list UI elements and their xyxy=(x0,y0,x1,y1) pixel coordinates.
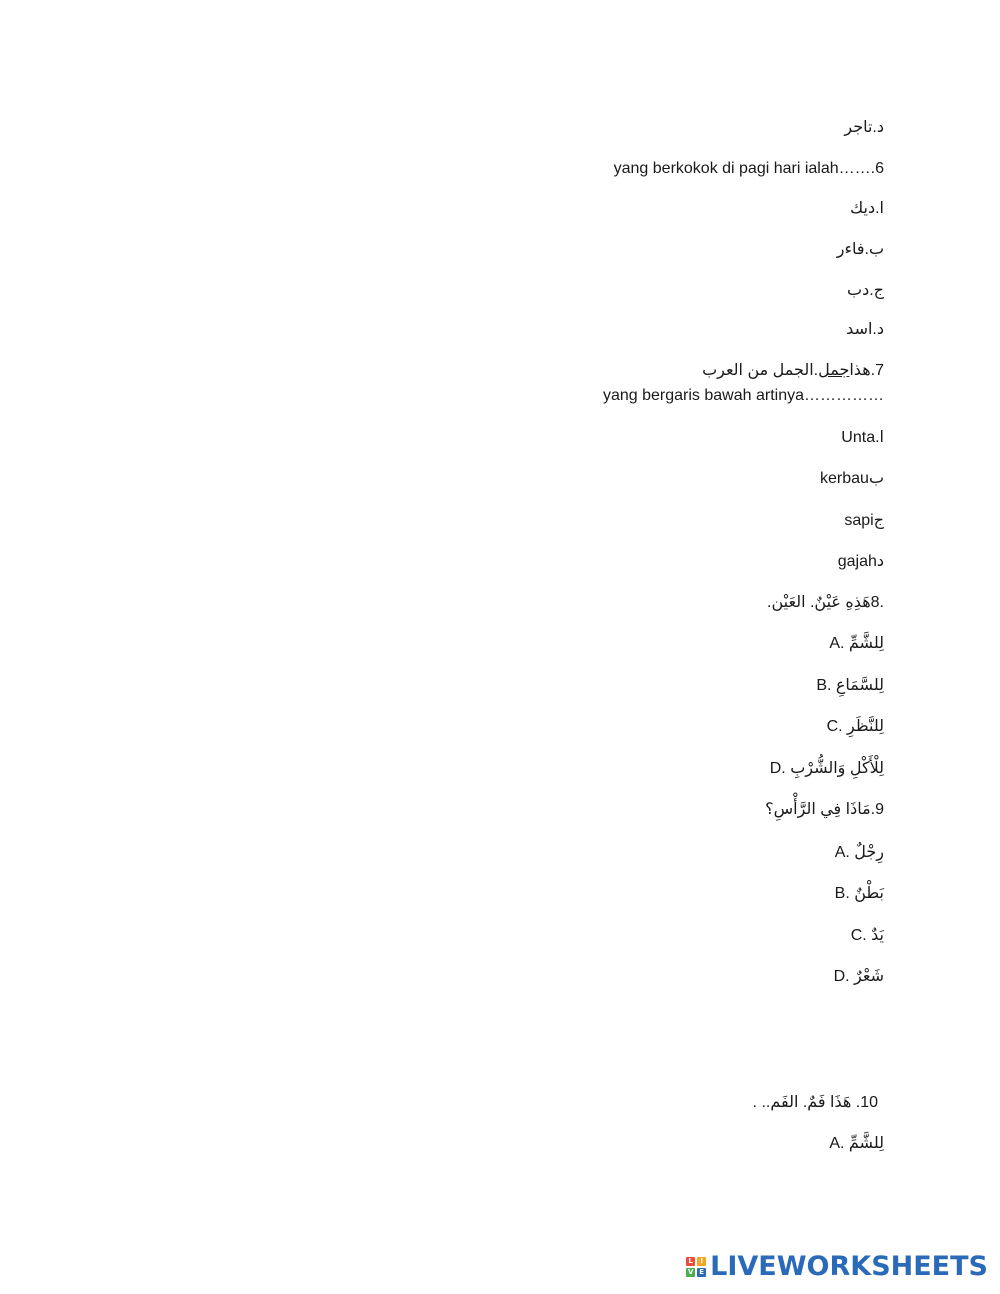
q7-question-prefix: 7.هذا xyxy=(849,362,884,379)
q7-question: yang bergaris bawah artinya…………… xyxy=(602,387,884,404)
logo-mark-i: I xyxy=(697,1257,706,1266)
q7-option-b: kerbauب xyxy=(820,470,884,487)
q7-question-arabic xyxy=(702,361,884,381)
liveworksheets-logo-mark xyxy=(686,1257,706,1277)
logo-mark-l: L xyxy=(686,1257,695,1266)
q8-option-d: لِلْأَكْلِ وَالشُّرْبِ .D xyxy=(769,760,884,777)
q7-underlined-word: جمل xyxy=(818,362,850,379)
q9-question: 9.مَاذَا فِي الرَّأْسِ؟ xyxy=(765,801,884,818)
q8-option-b: لِلسَّمَاعِ .B xyxy=(816,677,884,694)
q7-option-a: Unta.ا xyxy=(841,429,884,446)
q7-question-suffix: .الجمل من العرب xyxy=(702,362,819,379)
q6-option-c: ج.دب xyxy=(847,282,884,299)
q5-option-d: د.تاجر xyxy=(844,119,884,136)
liveworksheets-logo[interactable] xyxy=(686,1252,988,1282)
q8-option-c: لِلنَّظَرِ .C xyxy=(826,718,884,735)
logo-mark-e: E xyxy=(697,1268,706,1277)
logo-mark-v: V xyxy=(687,1268,694,1276)
q8-option-a: لِلشَّمِّ .A xyxy=(829,635,884,652)
liveworksheets-logo-text: LIVEWORKSHEETS xyxy=(710,1251,988,1282)
q10-option-a: لِلشَّمِّ .A xyxy=(829,1135,884,1152)
q10-question: 10. هَذَا فَمٌ. الفَم.. . xyxy=(752,1094,878,1111)
q6-question: yang berkokok di pagi hari ialah…….6 xyxy=(613,160,884,177)
q9-option-d: شَعْرٌ .D xyxy=(833,968,884,985)
q8-question: .8هَذِهِ عَيْنٌ. العَيْن. xyxy=(767,594,884,611)
q6-option-d: د.اسد xyxy=(846,321,884,338)
q6-option-b: ب.فاءر xyxy=(836,241,884,258)
q7-option-d: gajahد xyxy=(837,553,884,570)
q9-option-c: يَدٌ .C xyxy=(850,927,884,944)
q7-option-c: sapiج xyxy=(844,512,884,529)
q9-option-a: رِجْلٌ .A xyxy=(834,844,884,861)
q9-option-b: بَطْنٌ .B xyxy=(834,885,884,902)
q6-option-a: ا.ديك xyxy=(850,200,884,217)
